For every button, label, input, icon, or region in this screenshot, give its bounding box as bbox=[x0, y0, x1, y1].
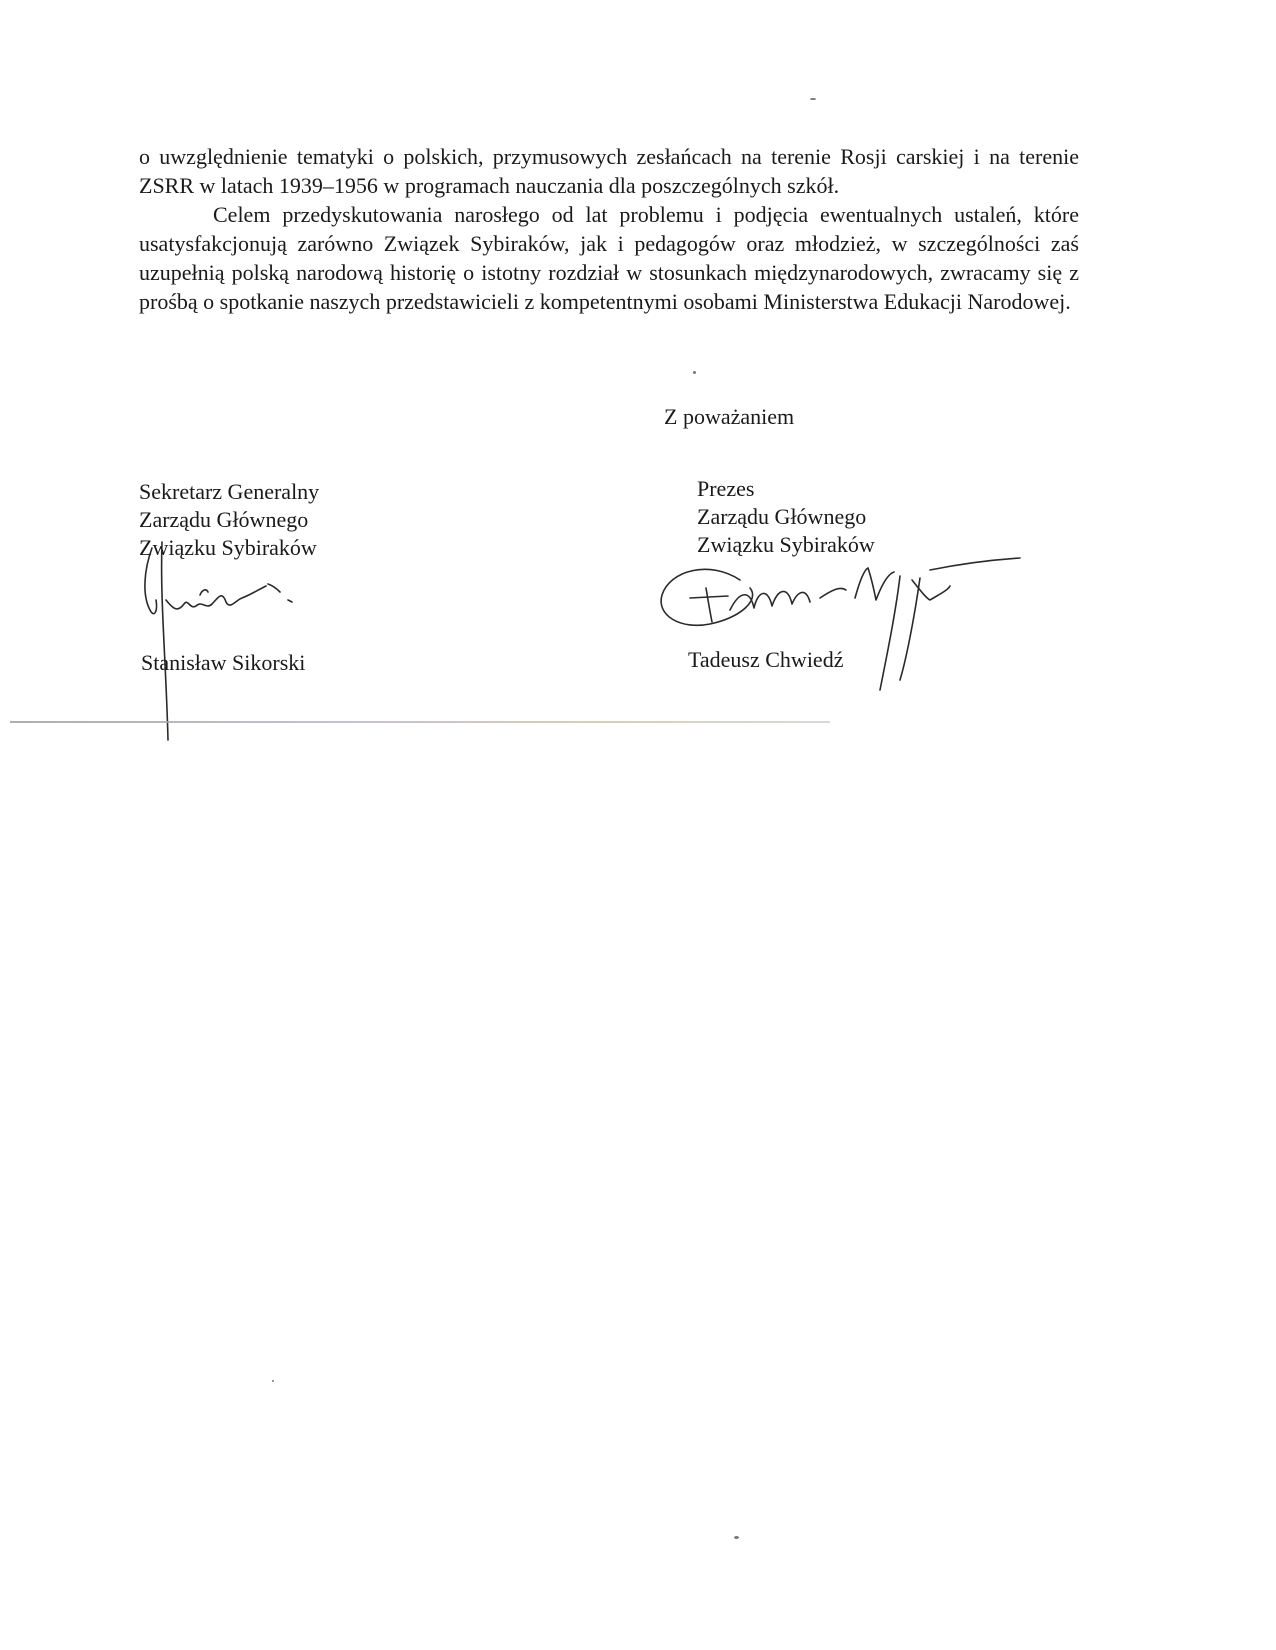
left-title-line-1: Sekretarz Generalny bbox=[139, 479, 320, 504]
scan-speck bbox=[693, 371, 696, 374]
right-signatory-titles bbox=[697, 475, 875, 559]
left-signatory-name: Stanisław Sikorski bbox=[141, 650, 306, 675]
scan-speck bbox=[734, 1536, 739, 1539]
scan-artifact-line bbox=[10, 721, 830, 723]
left-title-line-2: Zarządu Głównego bbox=[139, 507, 309, 532]
right-title-line-2: Zarządu Głównego bbox=[697, 504, 867, 529]
right-signatory-name: Tadeusz Chwiedź bbox=[688, 647, 844, 672]
right-title-line-3: Związku Sybiraków bbox=[697, 532, 875, 557]
scan-speck bbox=[272, 1380, 274, 1382]
right-title-line-1: Prezes bbox=[697, 476, 755, 501]
paragraph-1: o uwzględnienie tematyki o polskich, przymusowych zesłańcach na terenie Rosji carskiej i na terenie ZSRR w latach 1939–1956 w programach nauczania dla poszczególnych szkół. bbox=[139, 144, 1079, 198]
left-signature bbox=[140, 540, 360, 750]
letter-body bbox=[139, 142, 1079, 316]
left-title-line-3: Związku Sybiraków bbox=[139, 535, 317, 560]
scan-speck bbox=[810, 98, 816, 100]
paragraph-2: Celem przedyskutowania narosłego od lat problemu i podjęcia ewentualnych ustaleń, które usatysfakcjonują zarówno Związek Sybiraków, jak i pedagogów oraz młodzież, w szczególności zaś uzupełnią polską narodową historię o istotny rozdział w stosunkach międzynarodowych, zwracamy się z prośbą o spotkanie naszych przedstawicieli z kompetentnymi osobami Ministerstwa Edukacji Narodowej. bbox=[139, 202, 1079, 314]
right-signature bbox=[650, 550, 1050, 710]
closing-salutation: Z poważaniem bbox=[664, 404, 795, 429]
